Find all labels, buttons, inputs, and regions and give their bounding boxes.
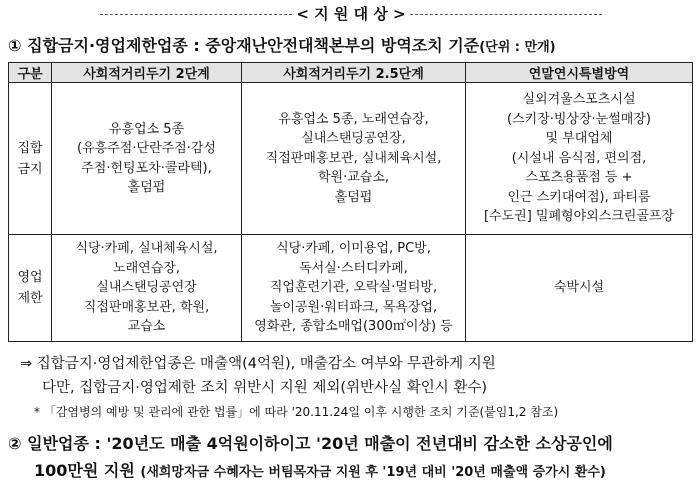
cell-text-line: 유흥업소 5종 (108, 121, 185, 137)
cell-text-line: (유흥주점·단란주점·감성 (77, 141, 216, 156)
cell-text-line: 실내스탠딩공연장 (96, 280, 197, 296)
cell-text-line: 홀덤펍 (334, 189, 373, 205)
cell-text-line: 놀이공원·워터파크, 목욕장업, (269, 299, 438, 315)
row-label-ban (9, 83, 52, 235)
support-target-table (8, 62, 693, 342)
cell-text-line: 숙박시설 (553, 280, 605, 296)
cell-text-line: 실외겨울스포츠시설 (522, 92, 636, 108)
cell-text-line: 영화관, 종합소매업(300㎡이상) 등 (254, 319, 453, 335)
cell-text-line: 식당·카페, 실내체육시설, (75, 241, 218, 257)
cell-text-line: 직접판매홍보관, 학원, (83, 299, 210, 315)
section2-line1: ② 일반업종 : '20년도 매출 4억원이하이고 '20년 매출이 전년대비 감소한 소상공인에 (8, 434, 613, 453)
cell-text-line: 직업훈련기관, 오락실·멀티방, (269, 280, 438, 296)
support-target-header (0, 2, 700, 28)
header-level25: 사회적거리두기 2.5단계 (242, 63, 466, 83)
header-divider-right (410, 14, 602, 15)
header-category: 구분 (9, 63, 52, 83)
cell-text-line: [수도권] 밀폐형야외스크린골프장 (483, 209, 675, 225)
cell-text-line: 실내스탠딩공연장, (301, 131, 406, 147)
cell-text-line: (시설내 음식점, 편의점, (511, 150, 647, 166)
cell-text-line: 인근 스키대여점), 파티룸 (507, 189, 651, 205)
footnote: * 「감염병의 예방 및 관리에 관한 법률」에 따라 '20.11.24일 이후 시행한 조치 기준(붙임1,2 참조) (34, 405, 559, 419)
table-header-row (9, 63, 693, 83)
table-row-ban (9, 83, 693, 235)
cell-text-line: 영업 (17, 270, 43, 285)
restrict-yearend-cell (466, 235, 693, 342)
header-level2: 사회적거리두기 2단계 (52, 63, 242, 83)
cell-text-line: 제한 (17, 291, 43, 306)
section2-clawback-note: (새희망자금 수혜자는 버팀목자금 지원 후 '19년 대비 '20년 매출액 증가시 환수) (140, 465, 606, 480)
cell-text-line: 홀덤펍 (127, 180, 166, 195)
cell-text-line: 집합 (17, 140, 43, 156)
section2-line2: 100만원 지원 (새희망자금 수혜자는 버팀목자금 지원 후 '19년 대비 '20년 매출액 증가시 환수) (34, 461, 606, 480)
cell-text-line: (스키장·빙상장·눈썰매장) (507, 111, 651, 127)
header-divider-left (100, 14, 292, 15)
restrict-level25-cell (242, 235, 466, 342)
cell-text-line: 및 부대업체 (545, 131, 613, 147)
section1-unit: (단위 : 만개) (479, 40, 556, 55)
restrict-level2-cell (52, 235, 242, 342)
cell-text-line: 스포츠용품점 등 + (525, 170, 633, 186)
cell-text-line: 학원·교습소, (317, 170, 390, 186)
ban-level25-cell (242, 83, 466, 235)
cell-text-line: 직접판매홍보관, 실내체육시설, (265, 150, 442, 166)
note-line2: 다만, 집합금지·영업제한 조치 위반시 지원 제외(위반사실 확인시 환수) (42, 380, 487, 396)
cell-text-line: 주점·헌팅포차·콜라텍), (81, 160, 212, 176)
section1-title-text: 집합금지·영업제한업종 : 중앙재난안전대책본부의 방역조치 기준 (27, 36, 480, 55)
cell-text-line: 유흥업소 5종, 노래연습장, (278, 111, 429, 127)
cell-text-line: 금지 (17, 161, 43, 177)
section1-marker: ① (8, 36, 22, 55)
header-yearend: 연말연시특별방역 (466, 63, 693, 83)
cell-text-line: 식당·카페, 이미용업, PC방, (276, 241, 431, 257)
ban-yearend-cell (466, 83, 693, 235)
cell-text-line: 독서실·스터디카페, (299, 260, 408, 276)
row-label-restrict (9, 235, 52, 342)
note-line1: ⇒ 집합금지·영업제한업종은 매출액(4억원), 매출감소 여부와 무관하게 지원 (20, 356, 496, 372)
ban-level2-cell (52, 83, 242, 235)
header-title: < 지 원 대 상 > (296, 5, 406, 23)
cell-text-line: 노래연습장, (113, 260, 180, 276)
arrow-icon: ⇒ (20, 356, 33, 372)
table-row-restrict (9, 235, 693, 342)
section2-marker: ② (8, 434, 22, 453)
cell-text-line: 교습소 (127, 319, 166, 335)
section1-title (8, 33, 556, 56)
